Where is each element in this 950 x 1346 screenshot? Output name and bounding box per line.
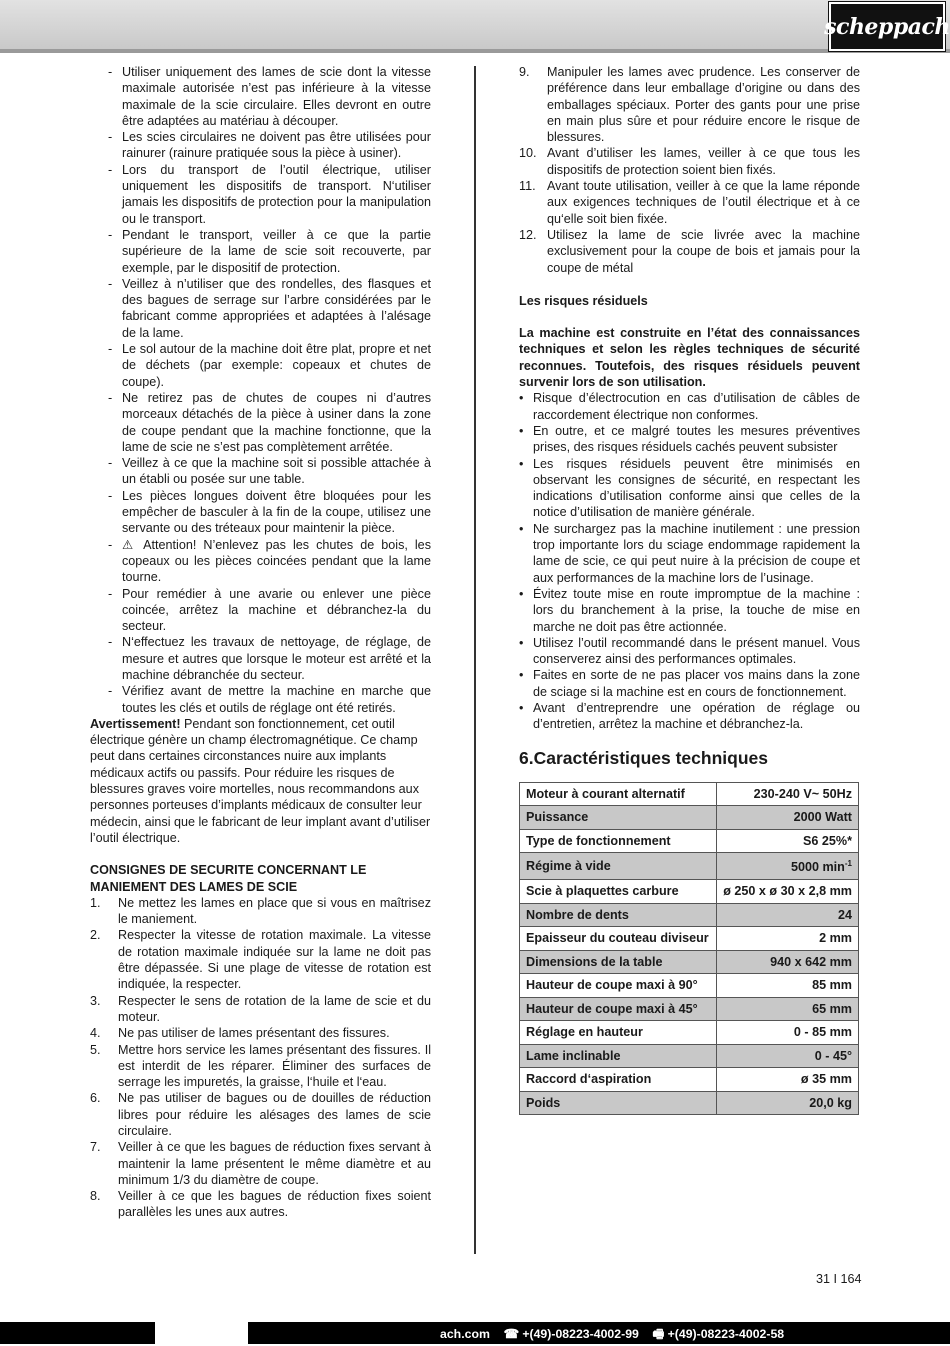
bullet-item bbox=[519, 456, 860, 521]
residual-risks-list bbox=[519, 390, 860, 732]
column-divider bbox=[474, 66, 476, 1254]
bullet-marker: • bbox=[519, 456, 524, 471]
item-number: 12. bbox=[519, 227, 537, 242]
bullet-text: Évitez toute mise en route impromptue de la machine : lors du branchement à la prise, la touche de mise en marche ne doit pas être actionnée. bbox=[533, 586, 860, 634]
list-item bbox=[90, 488, 431, 537]
left-column bbox=[90, 64, 431, 1221]
list-item bbox=[90, 683, 431, 716]
item-text: Utilisez la lame de scie livrée avec la machine exclusivement pour la coupe de bois et jamais pour la coupe de métal bbox=[547, 227, 860, 275]
list-item-text: Ne retirez pas de chutes de coupes ni d’autres morceaux détachés de la pièce à usiner dans la zone de coupe pendant que la machine fonctionne, que la lame de scie ne s’est pas complètement arrêtée. bbox=[122, 390, 431, 454]
dash-marker: - bbox=[108, 586, 113, 601]
spec-value bbox=[716, 1044, 858, 1068]
list-item bbox=[90, 586, 431, 635]
item-number: 2. bbox=[90, 928, 101, 943]
spec-label: Régime à vide bbox=[520, 853, 717, 880]
bullet-item bbox=[519, 586, 860, 635]
list-item-text: N‘effectuez les travaux de nettoyage, de réglage, de mesure et autres que lorsque le moteur est arrêté et la machine débranchée du secteur. bbox=[122, 635, 431, 682]
list-item bbox=[90, 455, 431, 488]
spec-label: Nombre de dents bbox=[520, 903, 717, 927]
numbered-item bbox=[90, 993, 431, 1026]
numbered-item bbox=[90, 927, 431, 992]
list-item bbox=[90, 537, 431, 586]
list-item-text: ⚠ Attention! N’enlevez pas les chutes de bois, les copeaux ou les pièces coincées pendant que la lame tourne. bbox=[122, 537, 431, 585]
item-number: 9. bbox=[519, 65, 530, 79]
spec-value-text: ø 35 mm bbox=[800, 1072, 852, 1087]
dash-marker: - bbox=[108, 456, 113, 471]
blade-safety-heading: CONSIGNES DE SECURITE CONCERNANT LE MANIEMENT DES LAMES DE SCIE bbox=[90, 863, 367, 894]
numbered-item bbox=[519, 227, 860, 276]
spec-value-text: 85 mm bbox=[812, 978, 852, 993]
footer-bar bbox=[0, 1322, 950, 1344]
bullet-text: Les risques résiduels peuvent être minimisés en observant les consignes de sécurité, en respectant les indications d’utilisation conforme ainsi que celles de la notice d’utilisation de manière générale. bbox=[533, 456, 860, 520]
header-bar bbox=[0, 0, 950, 49]
bullet-marker: • bbox=[519, 700, 524, 715]
spec-value-text: 65 mm bbox=[812, 1001, 852, 1016]
spec-label: Poids bbox=[520, 1091, 717, 1115]
spec-value-text: 5000 min bbox=[790, 860, 845, 875]
blade-list-right bbox=[519, 64, 860, 276]
item-text: Respecter le sens de rotation de la lame de scie et du moteur. bbox=[118, 993, 431, 1024]
table-row bbox=[520, 782, 859, 806]
spec-value-text: 24 bbox=[837, 907, 852, 922]
spec-value bbox=[716, 880, 858, 904]
list-item-text: Pendant le transport, veiller à ce que la partie supérieure de la lame de scie soit recouverte, par exemple, par le dispositif de protection. bbox=[122, 227, 431, 275]
list-item bbox=[90, 64, 431, 129]
spec-value-text: 2000 Watt bbox=[793, 810, 852, 825]
brand-logo: scheppach bbox=[829, 2, 945, 51]
spec-label: Hauteur de coupe maxi à 45° bbox=[520, 997, 717, 1021]
item-text: Manipuler les lames avec prudence. Les conserver de préférence dans leur emballage d’origine ou dans des emballages spéciaux. Porter des gants pour une prise en main plus sûre et pour réduire encore le risque de blessures. bbox=[547, 65, 860, 145]
item-text: Respecter la vitesse de rotation maximale. La vitesse de rotation maximale indiquée sur la lame ne doit pas être dépassée. Si une plage de vitesse de rotation est indiquée, la respecter. bbox=[118, 928, 431, 992]
spec-value bbox=[716, 829, 858, 853]
list-item-text: Utiliser uniquement des lames de scie dont la vitesse maximale autorisée n’est pas inférieure à la vitesse maximale de la scie circulaire. Elles devront en outre être adaptées au matériau à découper. bbox=[122, 65, 431, 128]
spec-value bbox=[716, 903, 858, 927]
numbered-item bbox=[519, 64, 860, 145]
bullet-item bbox=[519, 423, 860, 456]
list-item-text: Lors du transport de l’outil électrique, utiliser uniquement les dispositifs de transport. N‘utiliser jamais les dispositifs de protection pour la manipulation ou le transport. bbox=[122, 162, 431, 226]
footer-phone: +(49)-08223-4002-99 bbox=[522, 1327, 639, 1341]
item-number: 3. bbox=[90, 993, 101, 1008]
warning-label: Avertissement! bbox=[90, 716, 181, 731]
bullet-item bbox=[519, 390, 860, 423]
list-item bbox=[90, 390, 431, 455]
bullet-item bbox=[519, 635, 860, 668]
bullet-text: En outre, et ce malgré toutes les mesures préventives prises, des risques résiduels cachés peuvent subsister bbox=[533, 423, 860, 455]
table-row bbox=[520, 1021, 859, 1045]
dash-marker: - bbox=[108, 390, 113, 405]
table-row bbox=[520, 829, 859, 853]
spec-value bbox=[716, 853, 858, 880]
item-number: 7. bbox=[90, 1140, 101, 1155]
header-rule bbox=[0, 49, 950, 53]
numbered-item bbox=[519, 145, 860, 178]
spec-value-text: 0 - 45° bbox=[814, 1048, 852, 1063]
table-row bbox=[520, 1068, 859, 1092]
item-number: 5. bbox=[90, 1042, 101, 1057]
warning-paragraph bbox=[90, 716, 431, 846]
item-text: Avant toute utilisation, veiller à ce que la lame réponde aux exigences techniques de l’outil électrique et à ce qu‘elle soit bien fixée. bbox=[547, 179, 860, 226]
fax-icon: 🖷 bbox=[652, 1327, 665, 1341]
dash-marker: - bbox=[108, 635, 113, 650]
table-row bbox=[520, 950, 859, 974]
spec-label: Dimensions de la table bbox=[520, 950, 717, 974]
item-text: Veiller à ce que les bagues de réduction fixes soient parallèles les unes aux autres. bbox=[118, 1189, 431, 1220]
item-text: Veiller à ce que les bagues de réduction fixes servant à maintenir la lame présentent le même diamètre et au minimum 1/3 du diamètre de coupe. bbox=[118, 1140, 431, 1187]
spec-value bbox=[716, 927, 858, 951]
list-item-text: Le sol autour de la machine doit être plat, propre et net de déchets (par exemple: copeaux et chutes de coupe). bbox=[122, 342, 431, 389]
list-item-text: Veillez à n’utiliser que des rondelles, des flasques et des bagues de serrage sur l’arbre considérées par le fabricant comme appropriées et adaptées à l’alésage de la lame. bbox=[122, 276, 431, 340]
spec-label: Hauteur de coupe maxi à 90° bbox=[520, 974, 717, 998]
item-text: Ne pas utiliser de bagues ou de douilles de réduction libres pour réduire les alésages des lames de scie circulaire. bbox=[118, 1091, 431, 1138]
numbered-item bbox=[519, 178, 860, 227]
bullet-text: Risque d’électrocution en cas d’utilisation de câbles de raccordement électrique non conformes. bbox=[533, 391, 860, 422]
footer-contact bbox=[440, 1325, 784, 1346]
spec-label: Réglage en hauteur bbox=[520, 1021, 717, 1045]
bullet-text: Avant d’entreprendre une opération de réglage ou d’entretien, arrêtez la machine et débranchez-la. bbox=[533, 700, 860, 732]
spec-value-sup: -1 bbox=[844, 859, 852, 869]
item-text: Mettre hors service les lames présentant des fissures. Il est interdit de les réparer. Éliminer des surfaces de serrage les impuretés, la graisse, l‘huile et l‘eau. bbox=[118, 1042, 431, 1090]
item-number: 10. bbox=[519, 146, 537, 161]
table-row bbox=[520, 927, 859, 951]
spec-value bbox=[716, 782, 858, 806]
list-item-text: Veillez à ce que la machine soit si possible attachée à un établi ou posée sur une table. bbox=[122, 456, 431, 487]
list-item bbox=[90, 162, 431, 227]
spec-value-text: 940 x 642 mm bbox=[770, 954, 852, 969]
table-row bbox=[520, 1091, 859, 1115]
numbered-item bbox=[90, 1025, 431, 1041]
item-number: 11. bbox=[519, 179, 536, 194]
numbered-item bbox=[90, 1042, 431, 1091]
specs-table bbox=[519, 782, 859, 1115]
table-row bbox=[520, 853, 859, 880]
dash-marker: - bbox=[108, 227, 113, 242]
bullet-marker: • bbox=[519, 391, 524, 406]
spec-value-text: 0 - 85 mm bbox=[793, 1025, 852, 1040]
dash-marker: - bbox=[108, 162, 113, 177]
table-row bbox=[520, 1044, 859, 1068]
spec-value-text: ø 250 x ø 30 x 2,8 mm bbox=[723, 884, 852, 899]
spec-value-text: 20,0 kg bbox=[809, 1095, 852, 1110]
item-text: Ne mettez les lames en place que si vous en maîtrisez le maniement. bbox=[118, 895, 431, 927]
spec-value bbox=[716, 950, 858, 974]
item-number: 1. bbox=[90, 895, 101, 910]
dash-marker: - bbox=[108, 488, 113, 503]
footer-web[interactable]: ach.com bbox=[440, 1327, 490, 1341]
spec-value bbox=[716, 1091, 858, 1115]
dash-marker: - bbox=[108, 65, 113, 79]
bullet-text: Utilisez l’outil recommandé dans le présent manuel. Vous conserverez ainsi des performances optimales. bbox=[533, 635, 860, 667]
spec-value bbox=[716, 1068, 858, 1092]
spec-value bbox=[716, 1021, 858, 1045]
bullet-item bbox=[519, 667, 860, 700]
bullet-marker: • bbox=[519, 423, 524, 438]
bullet-marker: • bbox=[519, 668, 524, 683]
residual-risks-heading: Les risques résiduels bbox=[519, 293, 648, 308]
table-row bbox=[520, 903, 859, 927]
bullet-marker: • bbox=[519, 521, 524, 536]
bullet-marker: • bbox=[519, 635, 524, 650]
numbered-item bbox=[90, 895, 431, 928]
spec-label: Type de fonctionnement bbox=[520, 829, 717, 853]
bullet-marker: • bbox=[519, 586, 524, 601]
dash-marker: - bbox=[108, 684, 113, 699]
numbered-item bbox=[90, 1188, 431, 1221]
list-item bbox=[90, 276, 431, 341]
list-item-text: Les scies circulaires ne doivent pas être utilisées pour rainurer (rainure pratiquée sous la pièce à usiner). bbox=[122, 130, 431, 161]
item-number: 6. bbox=[90, 1091, 101, 1106]
footer-fax: +(49)-08223-4002-58 bbox=[667, 1327, 785, 1341]
bullet-item bbox=[519, 700, 860, 733]
spec-label: Moteur à courant alternatif bbox=[520, 782, 717, 806]
table-row bbox=[520, 880, 859, 904]
spec-label: Scie à plaquettes carbure bbox=[520, 880, 717, 904]
numbered-item bbox=[90, 1139, 431, 1188]
spec-value bbox=[716, 997, 858, 1021]
specs-title: 6.Caractéristiques techniques bbox=[519, 747, 768, 768]
safety-dash-list bbox=[90, 64, 431, 716]
spec-label: Puissance bbox=[520, 806, 717, 830]
list-item-text: Pour remédier à une avarie ou enlever une pièce coincée, arrêtez la machine et débranchez-la du secteur. bbox=[122, 586, 431, 634]
list-item-text: Les pièces longues doivent être bloquées pour les empêcher de basculer à la fin de la coupe, utilisez une servante ou des tréteaux pour maintenir la pièce. bbox=[122, 488, 431, 536]
phone-icon: ☎ bbox=[503, 1327, 519, 1341]
list-item bbox=[90, 341, 431, 390]
dash-marker: - bbox=[108, 537, 113, 552]
bullet-item bbox=[519, 521, 860, 586]
list-item bbox=[90, 129, 431, 162]
table-row bbox=[520, 806, 859, 830]
list-item-text: Vérifiez avant de mettre la machine en marche que toutes les clés et outils de réglage ont été retirés. bbox=[122, 684, 431, 715]
item-number: 4. bbox=[90, 1026, 101, 1041]
warning-text: Pendant son fonctionnement, cet outil électrique génère un champ électromagnétique. Ce champ peut dans certaines circonstances nuire aux implants médicaux actifs ou passifs. Pour réduire les risques de blessures graves voire mortelles, nous recommandons aux personnes porteuses d’implants médicaux de consulter leur médecin, ainsi que le fabricant de leur implant avant d’utiliser l’outil électrique. bbox=[90, 716, 431, 845]
list-item bbox=[90, 227, 431, 276]
spec-value-text: S6 25%* bbox=[802, 833, 852, 848]
item-text: Avant d’utiliser les lames, veiller à ce que tous les dispositifs de protection soient bien fixés. bbox=[547, 146, 860, 177]
dash-marker: - bbox=[108, 276, 113, 291]
spec-label: Epaisseur du couteau diviseur bbox=[520, 927, 717, 951]
bullet-text: Ne surchargez pas la machine inutilement : une pression trop importante lors du sciage endommage rapidement la lame de scie, ce qui peut nuire à la précision de coupe et aux performances de la machine lors de l’usinage. bbox=[533, 521, 860, 585]
dash-marker: - bbox=[108, 130, 113, 145]
list-item bbox=[90, 634, 431, 683]
footer-white-block bbox=[155, 1322, 248, 1344]
spec-value-text: 230-240 V~ 50Hz bbox=[753, 786, 852, 801]
spec-value-text: 2 mm bbox=[819, 931, 852, 946]
bullet-text: Faites en sorte de ne pas placer vos mains dans la zone de sciage si la machine est en cours de fonctionnement. bbox=[533, 668, 860, 699]
numbered-item bbox=[90, 1090, 431, 1139]
page-number: 31 I 164 bbox=[816, 1272, 862, 1286]
item-text: Ne pas utiliser de lames présentant des fissures. bbox=[118, 1026, 390, 1041]
spec-value bbox=[716, 806, 858, 830]
item-number: 8. bbox=[90, 1189, 101, 1204]
spec-value bbox=[716, 974, 858, 998]
spec-label: Raccord d‘aspiration bbox=[520, 1068, 717, 1092]
table-row bbox=[520, 997, 859, 1021]
spec-label: Lame inclinable bbox=[520, 1044, 717, 1068]
table-row bbox=[520, 974, 859, 998]
residual-risks-intro: La machine est construite en l’état des connaissances techniques et selon les règles techniques de sécurité reconnues. Toutefois, des risques résiduels peuvent survenir lors de son utilisation. bbox=[519, 326, 860, 390]
right-column bbox=[519, 64, 860, 1115]
blade-list-left bbox=[90, 895, 431, 1221]
dash-marker: - bbox=[108, 342, 113, 357]
